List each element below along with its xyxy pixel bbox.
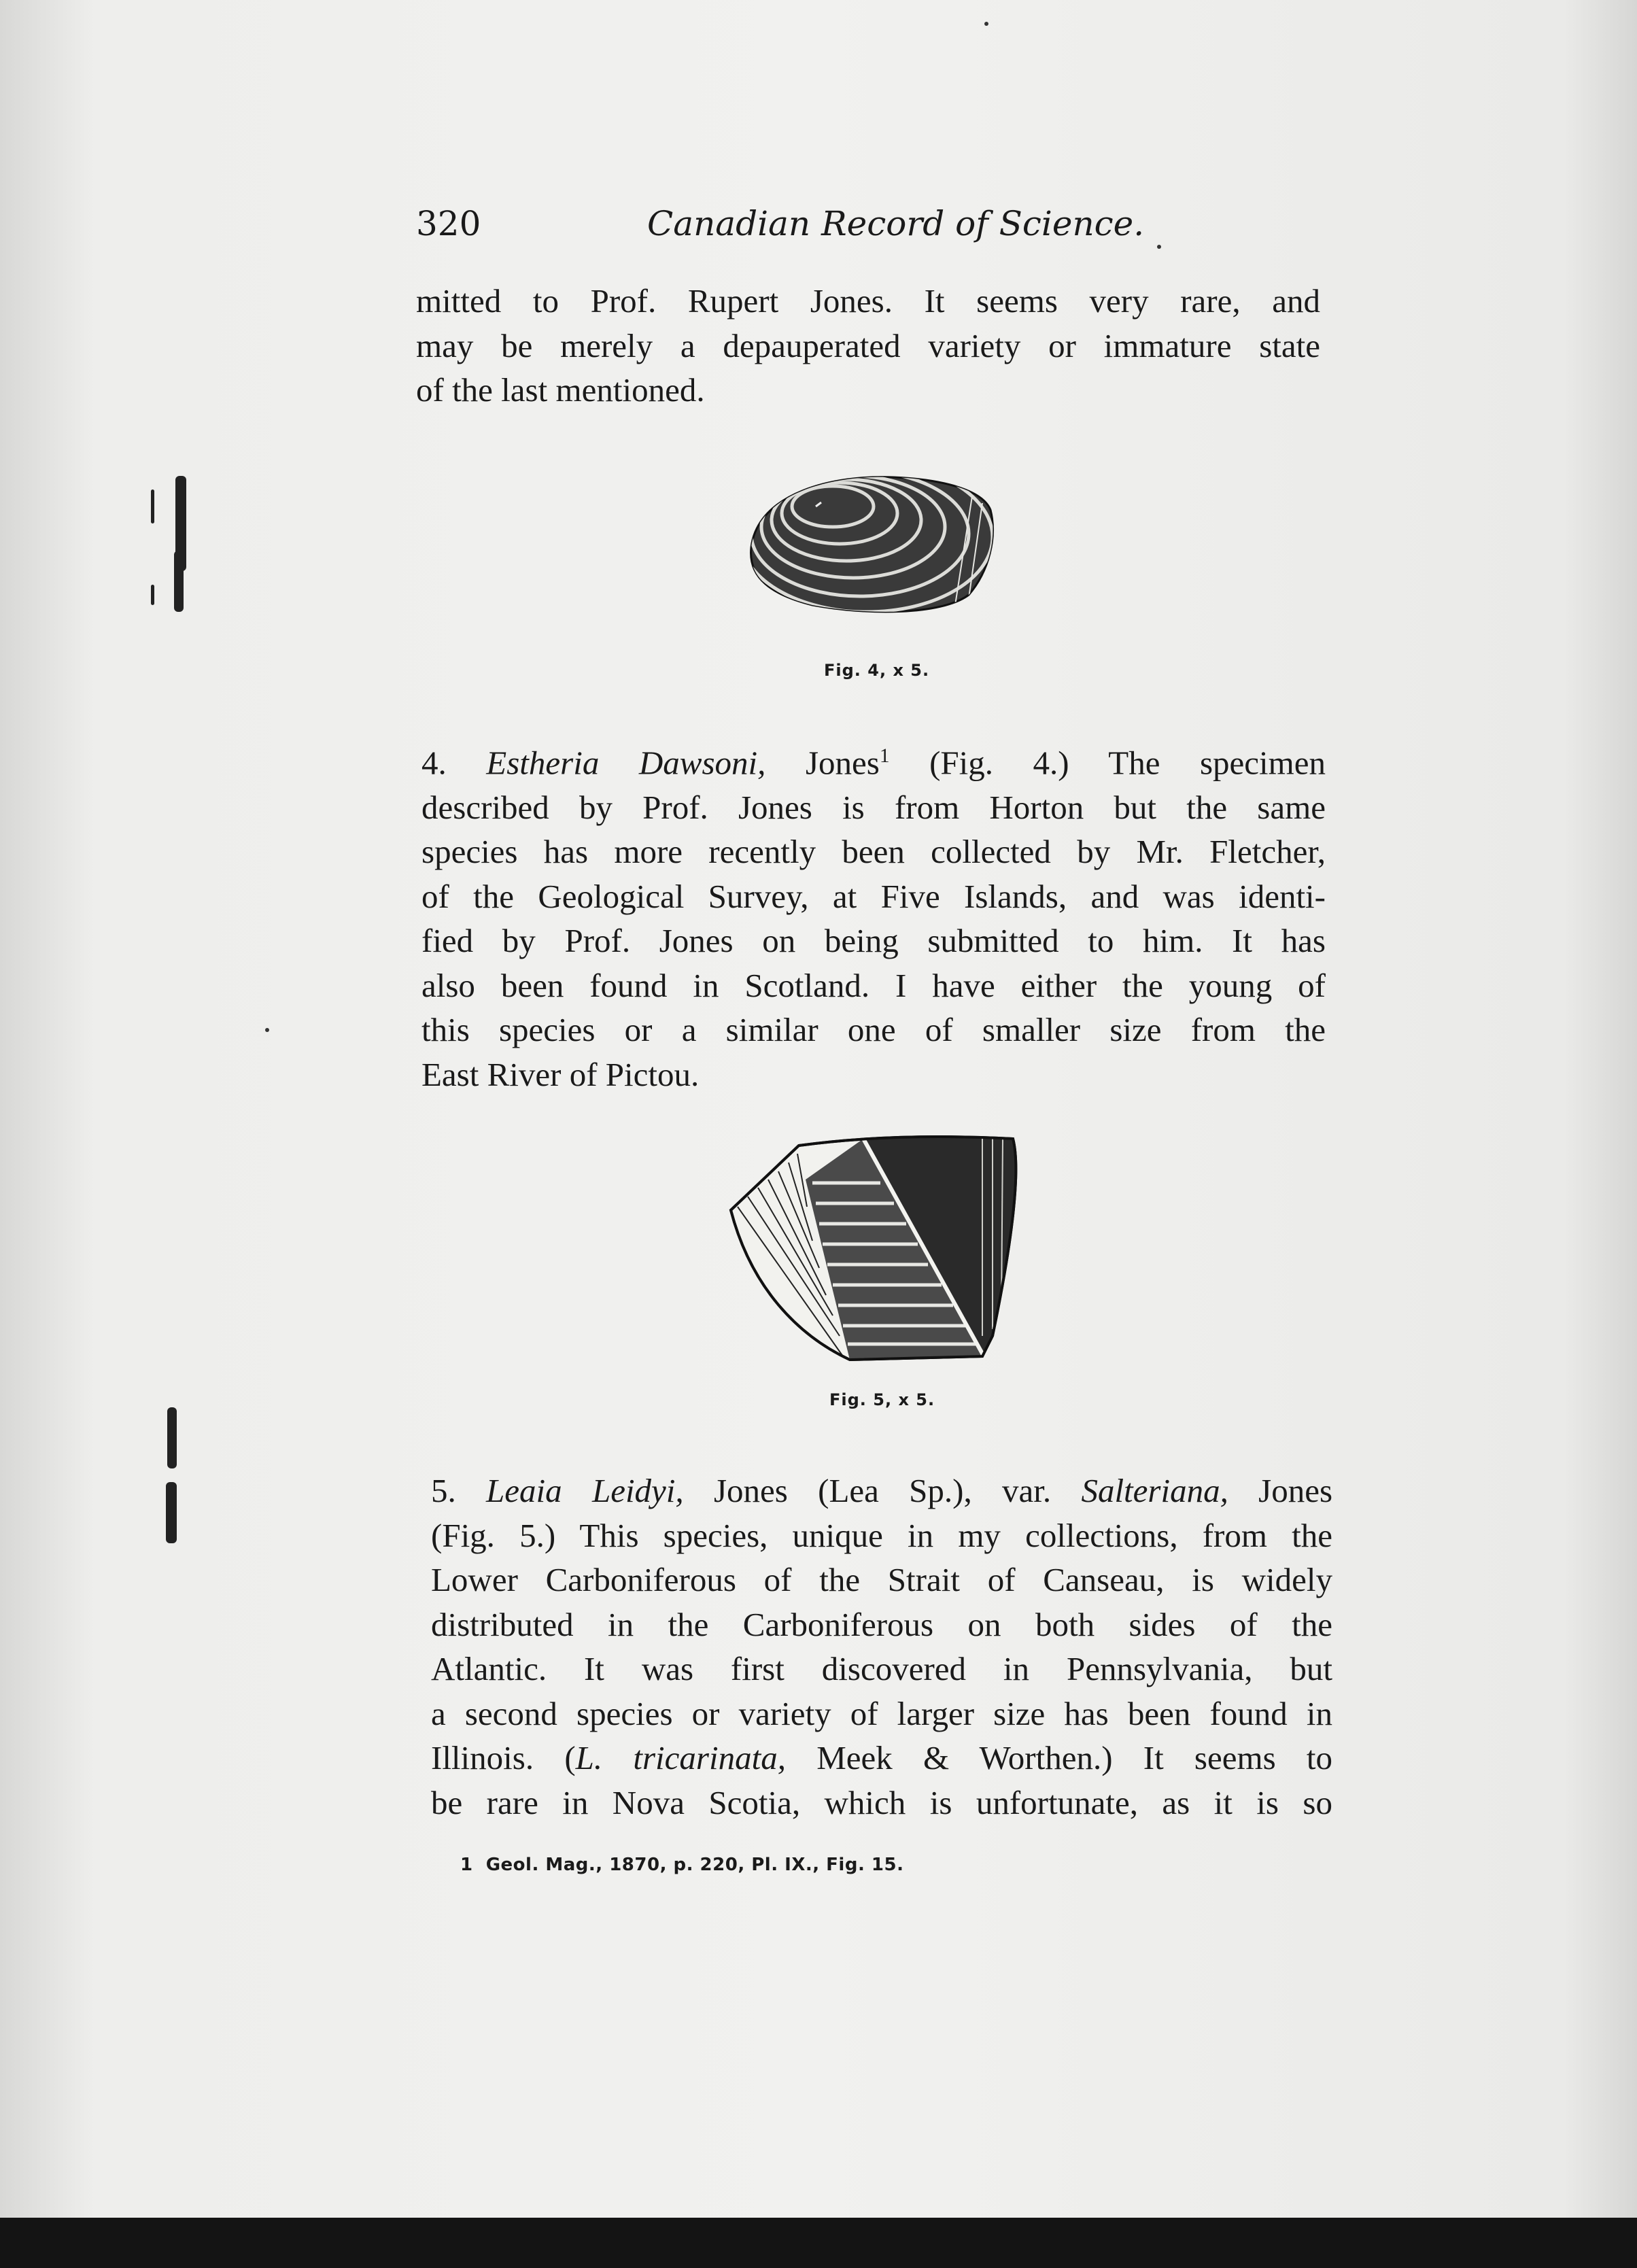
text-line: of the Geological Survey, at Five Islands, and was identi- <box>421 877 1326 915</box>
text-run: Meek & Worthen.) It seems to <box>816 1739 1332 1776</box>
text-line: Lower Carboniferous of the Strait of Canseau, is widely <box>431 1561 1332 1598</box>
footnote <box>460 1855 903 1875</box>
text-line: described by Prof. Jones is from Horton but the same <box>421 788 1326 826</box>
text-line: Atlantic. It was first discovered in Pennsylvania, but <box>431 1650 1332 1687</box>
text-run: (Fig. 4.) The specimen <box>929 744 1326 782</box>
text-line: this species or a similar one of smaller size from the <box>421 1011 1326 1049</box>
scan-bottom-edge <box>0 2218 1637 2268</box>
estheria-shell-icon <box>738 469 996 625</box>
text-line: (Fig. 5.) This species, unique in my collections, from the <box>431 1516 1332 1554</box>
figure-5-caption: Fig. 5, x 5. <box>829 1390 935 1409</box>
figure-5-shell-illustration <box>724 1132 1023 1370</box>
text-line: distributed in the Carboniferous on both sides of the <box>431 1605 1332 1643</box>
text-line: East River of Pictou. <box>421 1055 700 1093</box>
paragraph-continuation <box>416 279 1320 413</box>
text-line <box>431 1468 1332 1513</box>
page-header <box>416 204 1334 258</box>
item-number: 4. <box>421 744 447 782</box>
footnote-marker: 1 <box>460 1855 473 1875</box>
species-authority: Jones <box>805 744 880 782</box>
text-line: species has more recently been collected by Mr. Fletcher, <box>421 833 1326 871</box>
species-name: L. tricarinata, <box>575 1739 786 1776</box>
paragraph-leaia-leidyi <box>431 1468 1332 1825</box>
page-number: 320 <box>416 204 481 243</box>
text-line: a second species or variety of larger size has been found in <box>431 1694 1332 1732</box>
item-number: 5. <box>431 1472 456 1509</box>
text-run: Jones <box>1258 1472 1333 1509</box>
paragraph-estheria-dawsoni <box>421 734 1326 1097</box>
text-line: also been found in Scotland. I have either the young of <box>421 966 1326 1004</box>
text-line <box>431 1736 1332 1781</box>
leaia-shell-icon <box>724 1132 1023 1370</box>
figure-4-caption: Fig. 4, x 5. <box>824 661 930 680</box>
text-line: of the last mentioned. <box>416 371 705 409</box>
species-authority: Jones (Lea Sp.), var. <box>713 1472 1052 1509</box>
variety-name: Salteriana, <box>1081 1472 1228 1509</box>
text-line: be rare in Nova Scotia, which is unfortunate, as it is so <box>431 1783 1332 1821</box>
running-title: Canadian Record of Science. <box>647 204 1145 243</box>
text-line: fied by Prof. Jones on being submitted to him. It has <box>421 922 1326 960</box>
text-line <box>421 734 1326 785</box>
figure-4-shell-illustration <box>738 469 996 625</box>
footnote-reference[interactable]: 1 <box>879 745 890 767</box>
text-line: mitted to Prof. Rupert Jones. It seems very rare, and <box>416 282 1320 320</box>
species-name: Leaia Leidyi, <box>486 1472 684 1509</box>
text-line: may be merely a depauperated variety or immature state <box>416 326 1320 364</box>
text-run: Illinois. ( <box>431 1739 576 1776</box>
species-name: Estheria Dawsoni, <box>486 744 766 782</box>
footnote-text: Geol. Mag., 1870, p. 220, Pl. IX., Fig. 15. <box>485 1855 904 1875</box>
